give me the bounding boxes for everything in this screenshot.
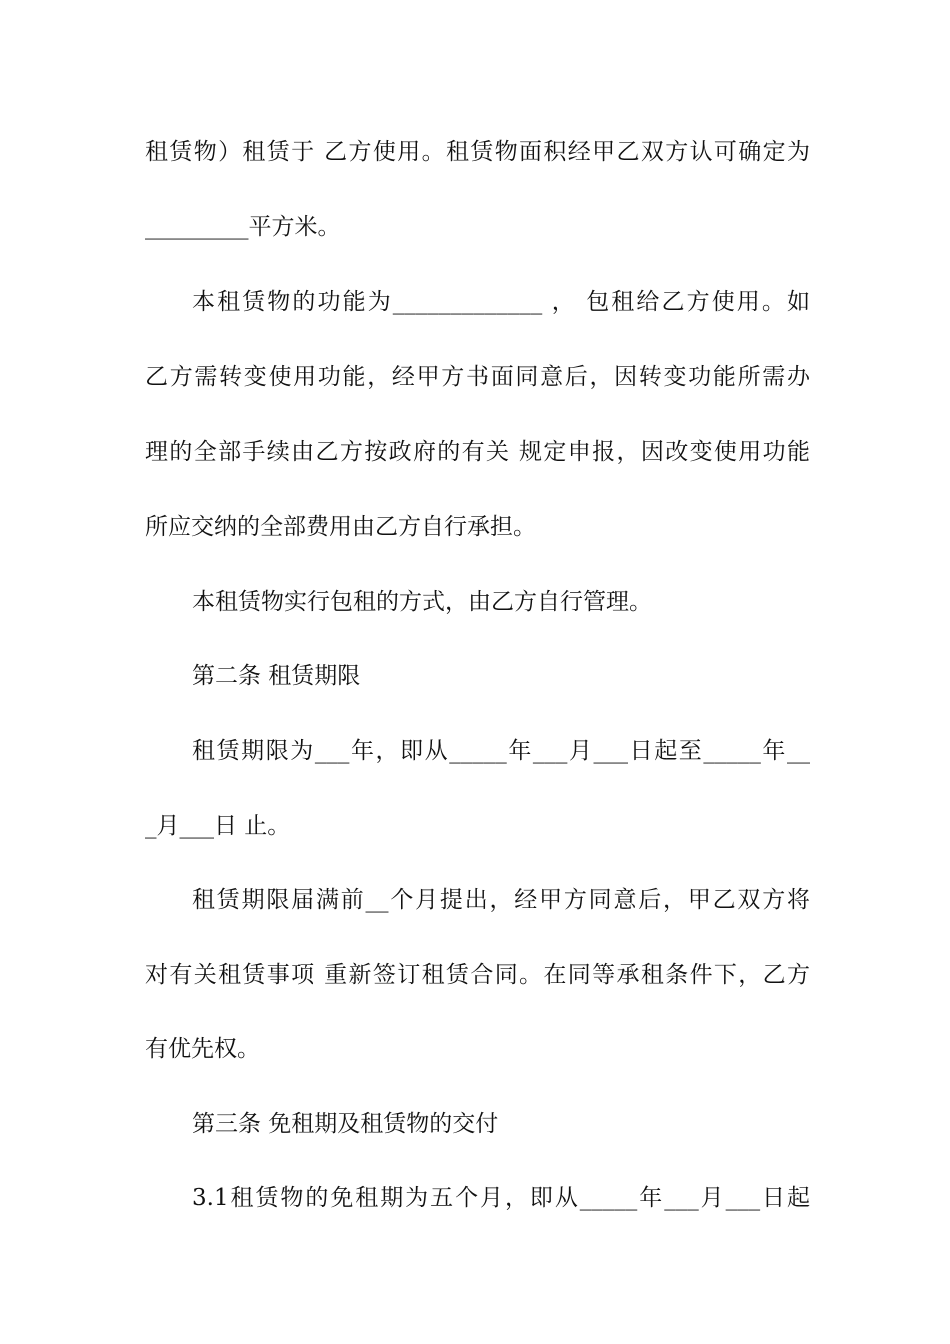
paragraph-line: 租赁期限为___年，即从_____年___月___日起至_____年__ bbox=[192, 738, 810, 764]
paragraph-line: 3.1租赁物的免租期为五个月，即从_____年___月___日起 bbox=[192, 1185, 810, 1211]
paragraph-line: 本租赁物实行包租的方式，由乙方自行管理。 bbox=[192, 589, 652, 615]
paragraph-line: 租赁期限届满前__个月提出，经甲方同意后，甲乙双方将 bbox=[192, 887, 810, 913]
paragraph-line: 所应交纳的全部费用由乙方自行承担。 bbox=[145, 514, 536, 540]
paragraph-line: 乙方需转变使用功能，经甲方书面同意后，因转变功能所需办 bbox=[145, 364, 810, 390]
paragraph-line: 租赁物）租赁于 乙方使用。租赁物面积经甲乙双方认可确定为 bbox=[145, 139, 810, 165]
paragraph-line: _月___日 止。 bbox=[145, 813, 291, 839]
paragraph-line: 理的全部手续由乙方按政府的有关 规定申报，因改变使用功能 bbox=[145, 439, 810, 465]
paragraph-line: 有优先权。 bbox=[145, 1036, 260, 1062]
section-heading: 第三条 免租期及租赁物的交付 bbox=[192, 1111, 499, 1137]
paragraph-line: 对有关租赁事项 重新签订租赁合同。在同等承租条件下，乙方 bbox=[145, 962, 810, 988]
paragraph-line: _________平方米。 bbox=[145, 214, 341, 240]
section-heading: 第二条 租赁期限 bbox=[192, 663, 361, 689]
paragraph-line: 本租赁物的功能为_____________ ， 包租给乙方使用。如 bbox=[192, 289, 810, 315]
